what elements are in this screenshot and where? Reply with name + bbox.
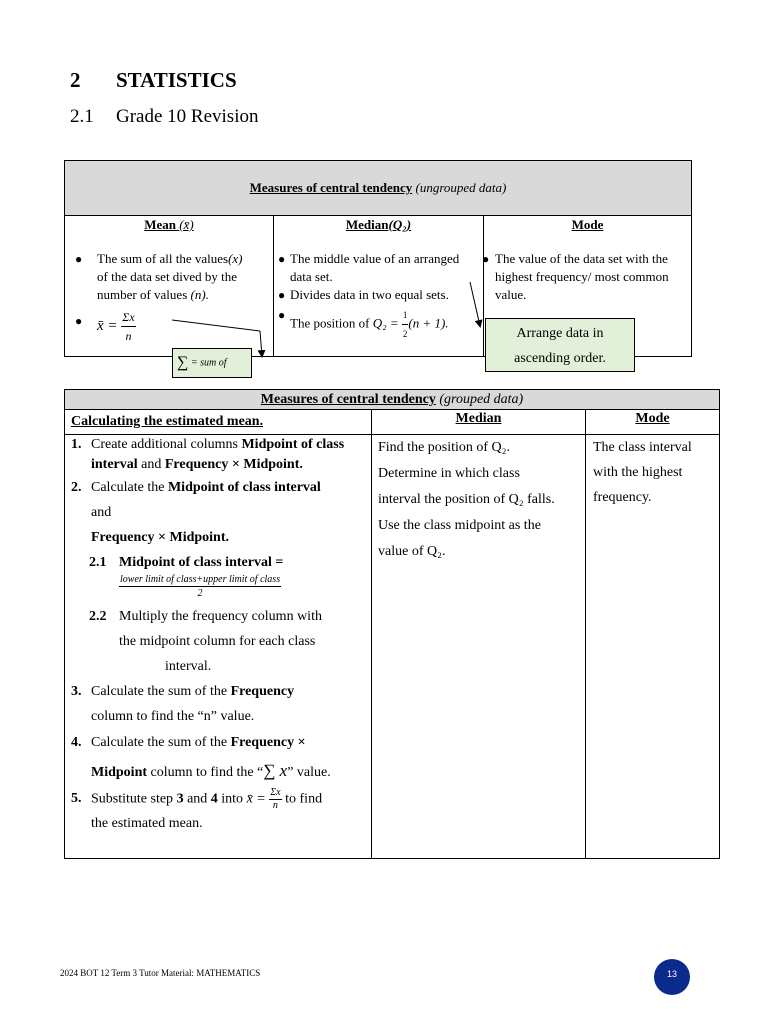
median-text: value of Q₂. [378, 544, 446, 559]
step-text: Frequency × [230, 735, 306, 750]
callout-text: = sum of [190, 357, 227, 369]
list-item [71, 729, 367, 787]
section-title: STATISTICS [116, 68, 237, 92]
step-number: 4. [71, 735, 82, 750]
fraction-denominator: 2 [197, 588, 203, 599]
step-text: Midpoint of class interval [91, 437, 345, 472]
list-item [71, 475, 367, 550]
fraction-denominator: 2 [402, 329, 408, 339]
step-text: Midpoint [91, 765, 148, 780]
step-text: the estimated mean. [91, 816, 203, 831]
callout-text: Arrange data in [516, 326, 604, 341]
mean-var: (n). [190, 287, 209, 302]
step-text: 4 [210, 791, 218, 807]
grouped-table [64, 389, 720, 859]
step-text: Multiply the frequency column with [119, 609, 322, 624]
median-text: The position of [290, 315, 370, 331]
median-col-header [372, 410, 585, 435]
median-text: data set. [290, 269, 333, 284]
mean-formula: x̄ = [246, 791, 266, 807]
bullet-icon: ● [278, 252, 286, 266]
mode-header: Mode [571, 217, 604, 232]
callout-text: ascending order. [514, 351, 606, 366]
step-number: 2. [71, 480, 82, 495]
fraction-denominator: n [125, 329, 132, 343]
fraction-numerator: lower limit of class+upper limit of class [120, 574, 281, 585]
median-text: interval the position of Q₂ falls. [378, 492, 555, 507]
step-text: column to find the “ [147, 765, 264, 780]
mean-text: The sum of all the values [97, 251, 229, 266]
step-text: and [91, 505, 112, 520]
fraction-numerator: 1 [402, 306, 409, 325]
step-text: Create additional columns [91, 437, 242, 452]
step-text: and [137, 457, 165, 472]
mean-header-text: Mean [144, 217, 177, 232]
list-item [71, 787, 367, 836]
column-divider [585, 410, 586, 858]
step-text: ” value. [287, 765, 331, 780]
fraction-numerator: Σx [121, 308, 135, 327]
step-number: 1. [71, 437, 82, 452]
arrange-arrow [470, 282, 480, 326]
mean-fraction [269, 787, 281, 812]
mean-formula-lhs: x̄ = [97, 317, 118, 334]
step-text: Substitute step [91, 791, 177, 807]
fraction-numerator: Σx [270, 787, 281, 798]
step-number: 2.1 [89, 555, 107, 570]
mean-text: of the data set dived by the [97, 269, 238, 284]
step-number: 5. [71, 791, 82, 806]
mode-text: frequency. [593, 490, 652, 505]
sum-arrow-head [260, 331, 262, 356]
midpoint-fraction [119, 573, 281, 600]
mode-steps-column [593, 435, 717, 858]
sum-callout [172, 348, 252, 378]
mode-col-header [586, 410, 719, 435]
step-text: 3 [176, 791, 184, 807]
list-item [71, 550, 367, 575]
median-formula: Q₂ = [372, 315, 399, 331]
step-number: 2.2 [89, 609, 107, 624]
step-text: Calculate the sum of the [91, 684, 231, 699]
step-text: Midpoint of class interval = [119, 555, 284, 570]
callout-arrows [0, 0, 768, 400]
median-steps-column [378, 435, 583, 858]
table-title-note: (grouped data) [439, 392, 524, 407]
list-item [71, 435, 367, 475]
footer-text: 2024 BOT 12 Term 3 Tutor Material: MATHEMATICS [60, 968, 261, 978]
step-text: Midpoint of class interval [167, 480, 321, 495]
sum-x-symbol: ∑ x [263, 761, 288, 780]
list-item [71, 679, 367, 729]
list-item [71, 604, 367, 679]
mean-steps-column [65, 435, 371, 858]
mode-text: The value of the data set with the [495, 251, 668, 266]
step-text: Calculate the sum of the [91, 735, 231, 750]
midpoint-formula [71, 573, 367, 600]
bullet-icon: ● [278, 288, 286, 302]
step-text: Frequency [230, 684, 295, 699]
step-text: the midpoint column for each class [119, 634, 316, 649]
table-title-text: Measures of central tendency [260, 392, 436, 407]
step-text: Frequency × Midpoint. [91, 530, 230, 545]
section-number: 2 [70, 68, 81, 92]
mode-text: The class interval [593, 440, 692, 455]
median-text: The middle value of an arranged [290, 251, 460, 266]
fraction-denominator: n [272, 800, 278, 811]
steps-list [71, 435, 367, 836]
bullet-icon: ● [75, 314, 83, 328]
median-symbol: (Q₂) [388, 217, 412, 232]
bullet-icon: ● [278, 308, 286, 322]
mode-text: value. [495, 287, 527, 302]
mode-text: highest frequency/ most common [495, 269, 669, 284]
bullet-icon: ● [482, 252, 490, 266]
mean-symbol: (x̄) [179, 217, 194, 232]
sigma-icon: ∑ [177, 354, 189, 371]
step-text: and [183, 791, 211, 807]
subsection-number: 2.1 [70, 106, 94, 127]
col-header-text: Median [455, 411, 502, 426]
mean-var: (x) [228, 251, 243, 266]
step-text: Calculate the [91, 480, 168, 495]
mean-col-header [65, 410, 371, 435]
page-number-badge: 13 [654, 959, 690, 995]
median-formula: (n + 1). [408, 315, 449, 331]
mean-text: number of values [97, 287, 188, 302]
grouped-table-title [65, 390, 719, 410]
step-text: Frequency × Midpoint. [164, 457, 303, 472]
median-text: Find the position of Q₂. [378, 440, 511, 455]
step-text: into [217, 791, 247, 807]
arrange-callout [485, 318, 635, 372]
col-header-text: Mode [635, 411, 670, 426]
sum-arrow-line [172, 320, 260, 331]
col-header-text: Calculating the estimated mean. [71, 414, 264, 429]
step-text: to find [281, 791, 323, 807]
step-text: interval. [165, 659, 212, 674]
mode-text: with the highest [593, 465, 683, 480]
column-divider [371, 410, 372, 858]
median-text: Use the class midpoint as the [378, 518, 541, 533]
step-text: column to find the “n” value. [91, 709, 255, 724]
bullet-icon: ● [75, 252, 83, 266]
median-text: Divides data in two equal sets. [290, 287, 449, 302]
median-text: Determine in which class [378, 466, 520, 481]
median-header-text: Median [345, 217, 389, 232]
table-title-note: (ungrouped data) [415, 180, 507, 195]
table-title-text: Measures of central tendency [249, 180, 413, 195]
step-number: 3. [71, 684, 82, 699]
subsection-title: Grade 10 Revision [116, 106, 259, 127]
